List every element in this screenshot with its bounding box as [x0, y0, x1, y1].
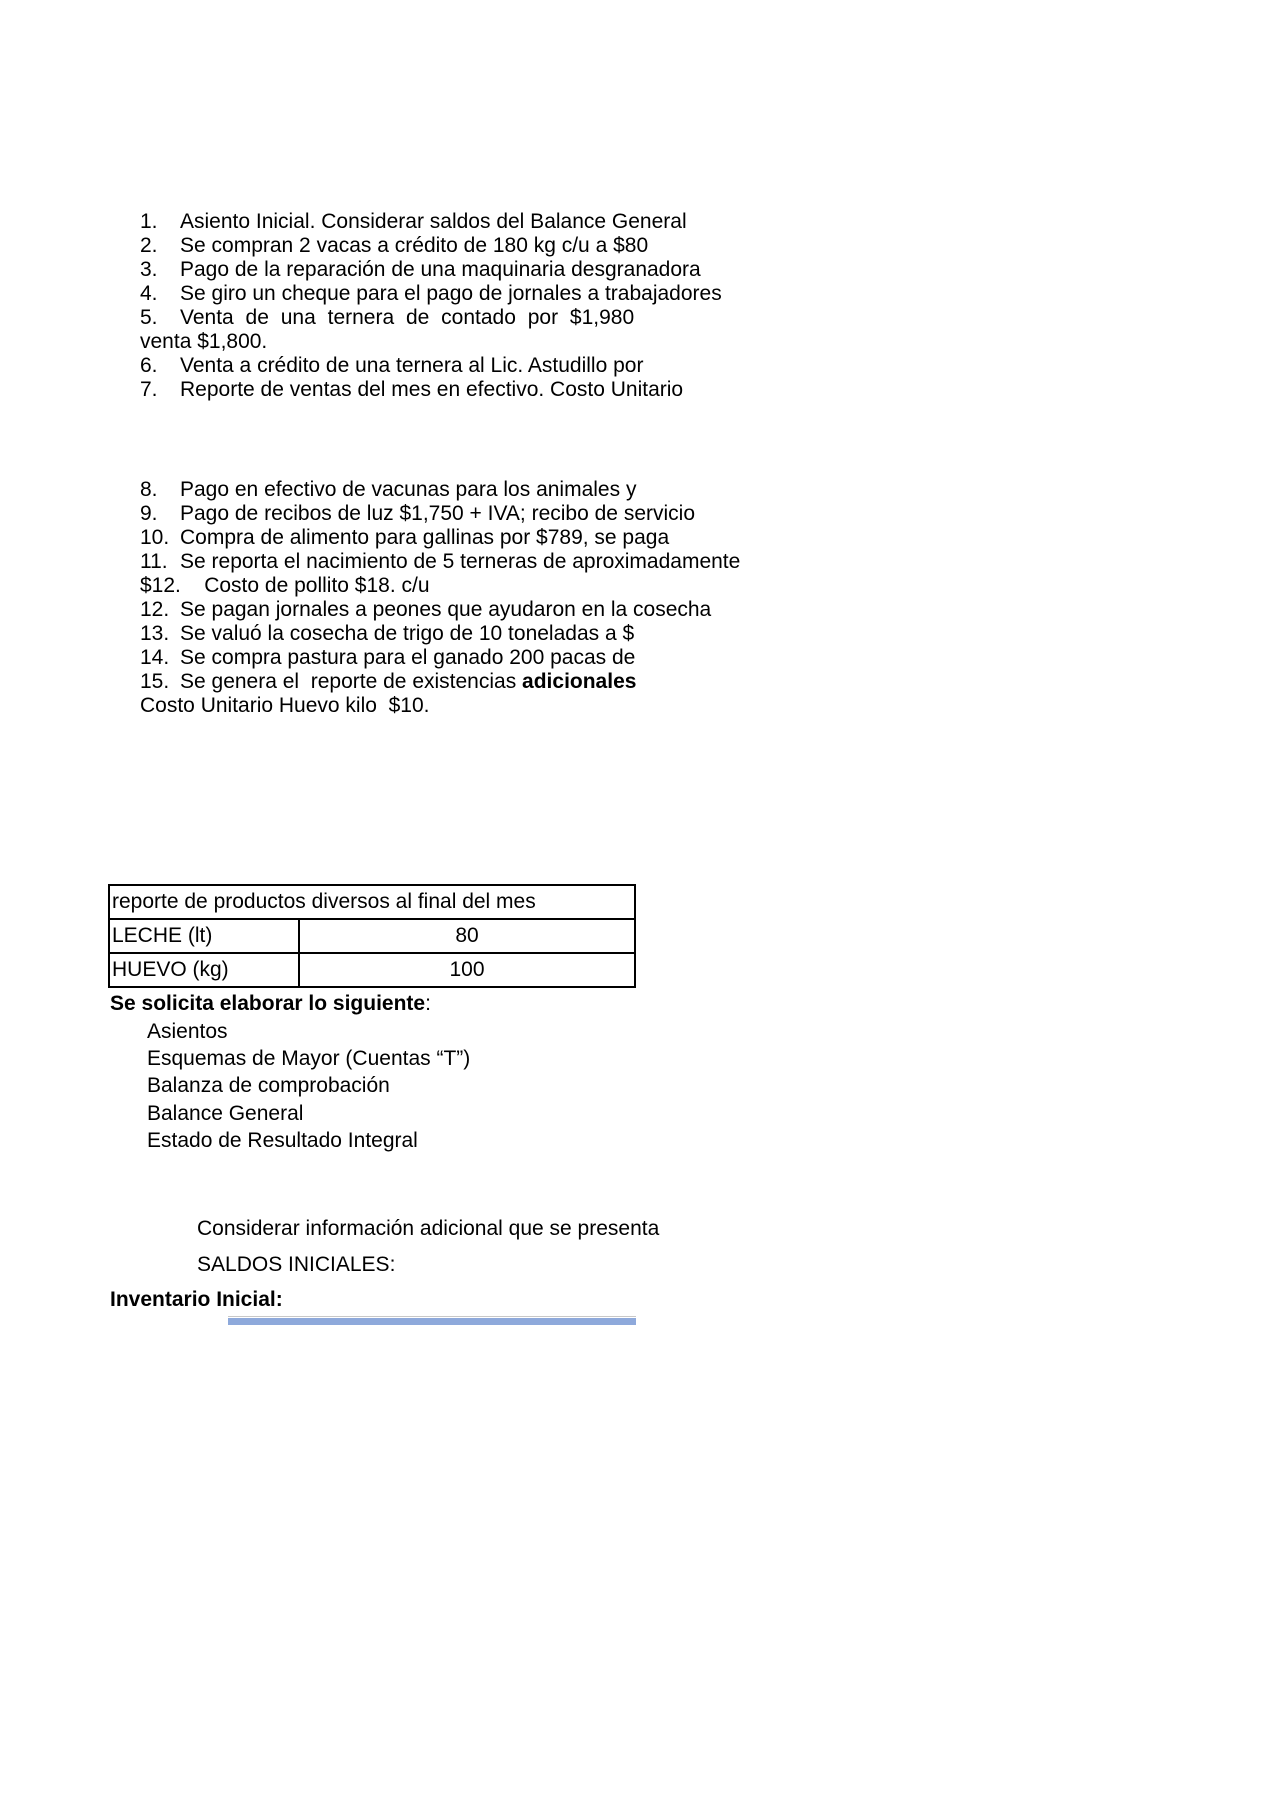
- list-item: [140, 258, 701, 282]
- list-item-continuation: [140, 330, 267, 354]
- item-text: Venta a crédito de una ternera al Lic. Astudillo por: [180, 354, 644, 377]
- item-text: Venta de una ternera de contado por $1,980: [180, 306, 635, 329]
- list-item: [140, 378, 683, 402]
- table-cell-label: HUEVO (kg): [109, 953, 299, 987]
- saldos-iniciales-label: SALDOS INICIALES:: [197, 1253, 396, 1276]
- list-item: Balanza de comprobación: [147, 1074, 390, 1097]
- additional-note: Considerar información adicional que se presenta: [197, 1217, 660, 1240]
- list-item: [140, 282, 722, 306]
- list-item: [140, 598, 711, 622]
- table-cell-value: 100: [299, 953, 635, 987]
- table-row: [109, 885, 635, 919]
- item-number: 7.: [140, 378, 158, 401]
- table-row: [109, 953, 635, 987]
- item-number: 3.: [140, 258, 158, 281]
- report-title: reporte de productos diversos al final del mes: [109, 885, 635, 919]
- list-item-continuation: [140, 574, 430, 598]
- report-table: [108, 884, 636, 988]
- item-text: Se giro un cheque para el pago de jornales a trabajadores: [180, 282, 722, 305]
- divider: [228, 1316, 636, 1317]
- item-text: Se compra pastura para el ganado 200 pacas de: [180, 646, 636, 669]
- table-cell-label: LECHE (lt): [109, 919, 299, 953]
- item-number: 1.: [140, 210, 158, 233]
- list-item: [140, 622, 634, 646]
- item-text: Compra de alimento para gallinas por $789, se paga: [180, 526, 670, 549]
- item-text: Se valuó la cosecha de trigo de 10 toneladas a $: [180, 622, 635, 645]
- item-text: Pago de la reparación de una maquinaria desgranadora: [180, 258, 701, 281]
- item-text: Se reporta el nacimiento de 5 terneras de aproximadamente: [180, 550, 741, 573]
- request-heading: [110, 992, 431, 1016]
- item-number: 8.: [140, 478, 158, 501]
- item-number: 6.: [140, 354, 158, 377]
- item-number: 15.: [140, 670, 170, 693]
- list-item-continuation: [140, 694, 429, 718]
- item-text: Se compran 2 vacas a crédito de 180 kg c/u a $80: [180, 234, 649, 257]
- item-text: Reporte de ventas del mes en efectivo. Costo Unitario: [180, 378, 684, 401]
- document-page: [0, 0, 741, 1330]
- list-item: [140, 670, 636, 694]
- item-text-bold: adicionales: [522, 670, 637, 693]
- list-item: [140, 210, 687, 234]
- list-item: [140, 478, 636, 502]
- list-item: Balance General: [147, 1102, 304, 1125]
- request-heading-text: Se solicita elaborar lo siguiente: [110, 992, 426, 1015]
- list-item: [140, 354, 643, 378]
- item-text: Se genera el reporte de existencias: [180, 670, 523, 693]
- item-number: 9.: [140, 502, 158, 525]
- item-text: $12. Costo de pollito $18. c/u: [140, 574, 430, 597]
- table-cell-value: 80: [299, 919, 635, 953]
- list-item: Esquemas de Mayor (Cuentas “T”): [147, 1047, 471, 1070]
- item-number: 2.: [140, 234, 158, 257]
- table-row: [109, 919, 635, 953]
- item-number: 12.: [140, 598, 170, 621]
- item-text: Se pagan jornales a peones que ayudaron en la cosecha: [180, 598, 712, 621]
- item-number: 5.: [140, 306, 158, 329]
- table-header-bar: [228, 1318, 636, 1325]
- list-item: [140, 646, 635, 670]
- request-heading-colon: :: [425, 992, 431, 1015]
- list-item: [140, 502, 695, 526]
- item-text: Pago de recibos de luz $1,750 + IVA; recibo de servicio: [180, 502, 696, 525]
- list-item: [140, 306, 634, 330]
- item-text: Costo Unitario Huevo kilo $10.: [140, 694, 430, 717]
- item-number: 11.: [140, 550, 168, 573]
- list-item: [140, 550, 740, 574]
- list-item: [140, 234, 648, 258]
- item-number: 13.: [140, 622, 170, 645]
- inventario-inicial-label: Inventario Inicial:: [110, 1288, 283, 1311]
- list-item: [140, 526, 669, 550]
- item-number: 4.: [140, 282, 158, 305]
- list-item: Asientos: [147, 1020, 228, 1043]
- item-text: Pago en efectivo de vacunas para los animales y: [180, 478, 637, 501]
- item-text: venta $1,800.: [140, 330, 268, 353]
- item-number: 10.: [140, 526, 170, 549]
- item-text: Asiento Inicial. Considerar saldos del Balance General: [180, 210, 687, 233]
- item-number: 14.: [140, 646, 170, 669]
- list-item: Estado de Resultado Integral: [147, 1129, 418, 1152]
